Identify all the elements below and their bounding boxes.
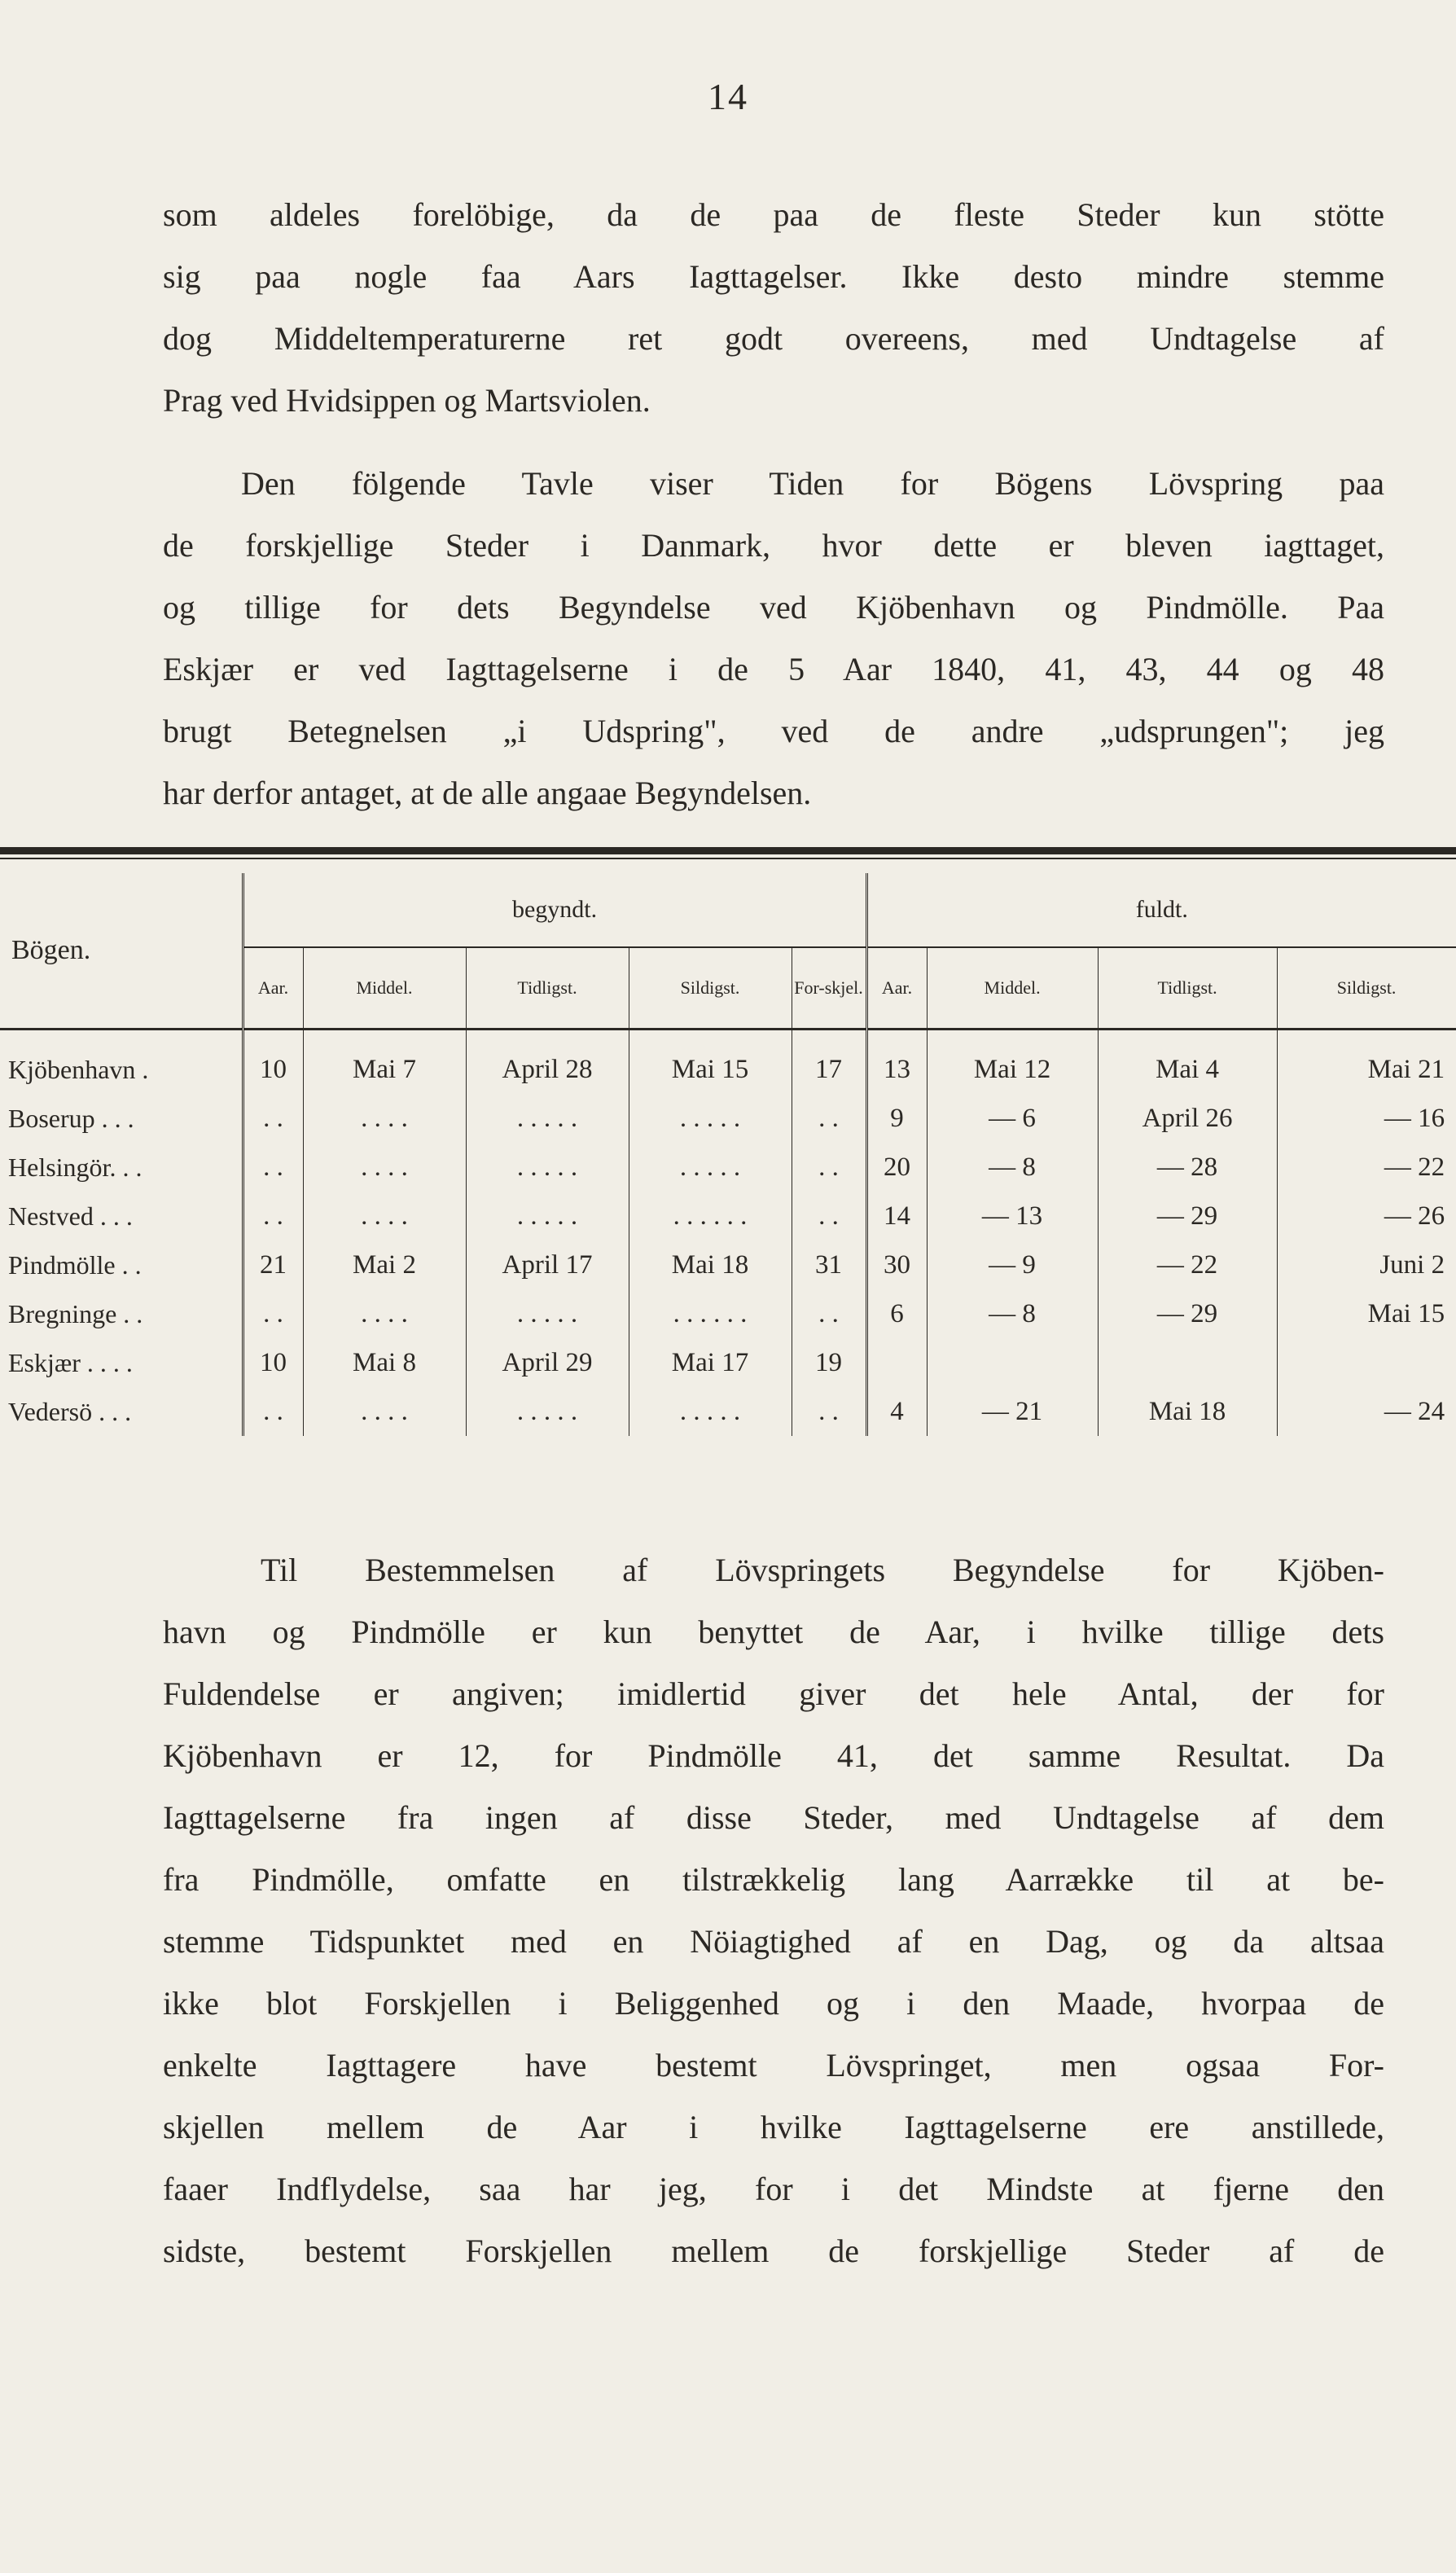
text-line: skjellen mellem de Aar i hvilke Iagttagelserne ere anstillede,: [163, 2109, 1384, 2145]
cell-b-middel: . . . .: [303, 1387, 466, 1436]
table-row: [0, 1338, 1456, 1387]
cell-b-forskjel: . .: [818, 1103, 839, 1133]
table-row: [0, 1030, 1456, 1095]
cell-b-tidligst: . . . . .: [466, 1143, 629, 1192]
cell-f-aar: [866, 1338, 927, 1387]
cell-b-aar: . .: [243, 1289, 303, 1338]
text-line: havn og Pindmölle er kun benyttet de Aar, i hvilke tillige dets: [163, 1614, 1384, 1650]
cell-b-sildigst: . . . . .: [629, 1143, 792, 1192]
text-line: Iagttagelserne fra ingen af disse Steder, med Undtagelse af dem: [163, 1799, 1384, 1836]
cell-b-tidligst: April 17: [466, 1240, 629, 1289]
cell-f-aar: 9: [866, 1094, 927, 1143]
text-line: sig paa nogle faa Aars Iagttagelser. Ikke desto mindre stemme: [163, 258, 1384, 295]
table-top-rule-thin: [0, 858, 1456, 859]
cell-b-forskjel: 19: [815, 1347, 843, 1377]
cell-b-forskjel: 31: [815, 1249, 843, 1280]
table-row: [0, 1094, 1456, 1143]
cell-f-sildigst: Mai 15: [1367, 1298, 1445, 1328]
text-line: faaer Indflydelse, saa har jeg, for i det Mindste at fjerne den: [163, 2171, 1384, 2207]
text-line: har derfor antaget, at de alle angaae Begyndelsen.: [163, 775, 812, 811]
cell-b-middel: . . . .: [303, 1094, 466, 1143]
cell-f-aar: 13: [866, 1030, 927, 1095]
cell-b-middel: . . . .: [303, 1143, 466, 1192]
col-header-b-tidligst: Tidligst.: [466, 947, 629, 1030]
group-header-begyndt: begyndt.: [243, 873, 866, 947]
cell-b-middel: Mai 8: [303, 1338, 466, 1387]
text-line: Prag ved Hvidsippen og Martsviolen.: [163, 382, 651, 419]
text-line: brugt Betegnelsen „i Udspring", ved de andre „udsprungen"; jeg: [163, 713, 1384, 749]
cell-f-sildigst: — 24: [1384, 1396, 1445, 1426]
cell-b-tidligst: April 28: [466, 1030, 629, 1095]
cell-f-tidligst: Mai 4: [1098, 1030, 1277, 1095]
cell-f-tidligst: — 22: [1098, 1240, 1277, 1289]
corner-label: Bögen.: [0, 873, 243, 1030]
cell-b-middel: . . . .: [303, 1192, 466, 1240]
text-line: enkelte Iagttagere have bestemt Lövspringet, men ogsaa For-: [163, 2047, 1384, 2083]
text-line: Eskjær er ved Iagttagelserne i de 5 Aar 1840, 41, 43, 44 og 48: [163, 651, 1384, 687]
col-header-f-middel: Middel.: [927, 947, 1098, 1030]
cell-b-tidligst: . . . . .: [466, 1289, 629, 1338]
cell-b-forskjel: . .: [818, 1298, 839, 1328]
cell-place: Boserup . . .: [0, 1094, 243, 1143]
cell-f-tidligst: — 29: [1098, 1192, 1277, 1240]
table-row: [0, 1192, 1456, 1240]
cell-b-middel: Mai 7: [303, 1030, 466, 1095]
table-row: [0, 1240, 1456, 1289]
paragraph-2: [163, 453, 1384, 824]
table-row: [0, 1143, 1456, 1192]
cell-f-tidligst: April 26: [1098, 1094, 1277, 1143]
cell-b-sildigst: Mai 18: [629, 1240, 792, 1289]
cell-b-tidligst: . . . . .: [466, 1094, 629, 1143]
cell-f-middel: — 8: [927, 1289, 1098, 1338]
text-line: sidste, bestemt Forskjellen mellem de forskjellige Steder af de: [163, 2233, 1384, 2269]
cell-f-middel: Mai 12: [927, 1030, 1098, 1095]
text-line: Den fölgende Tavle viser Tiden for Bögens Lövspring paa: [241, 465, 1384, 502]
text-line: og tillige for dets Begyndelse ved Kjöbenhavn og Pindmölle. Paa: [163, 589, 1384, 626]
cell-f-sildigst: Juni 2: [1379, 1249, 1445, 1280]
cell-place: Vedersö . . .: [0, 1387, 243, 1436]
cell-f-sildigst: [1277, 1338, 1456, 1387]
cell-place: Nestved . . .: [0, 1192, 243, 1240]
cell-b-aar: 10: [243, 1030, 303, 1095]
cell-b-sildigst: Mai 15: [629, 1030, 792, 1095]
cell-place: Kjöbenhavn .: [0, 1030, 243, 1095]
col-header-b-forskjel: For-skjel.: [792, 947, 866, 1030]
cell-b-sildigst: . . . . .: [629, 1387, 792, 1436]
cell-b-sildigst: Mai 17: [629, 1338, 792, 1387]
paragraph-3: [163, 1539, 1384, 2282]
col-header-f-tidligst: Tidligst.: [1098, 947, 1277, 1030]
cell-b-aar: . .: [243, 1094, 303, 1143]
cell-b-aar: . .: [243, 1387, 303, 1436]
cell-f-tidligst: — 29: [1098, 1289, 1277, 1338]
cell-f-sildigst: — 22: [1384, 1152, 1445, 1182]
cell-b-aar: 21: [243, 1240, 303, 1289]
cell-place: Eskjær . . . .: [0, 1338, 243, 1387]
cell-f-middel: — 21: [927, 1387, 1098, 1436]
text-line: fra Pindmölle, omfatte en tilstrækkelig lang Aarrække til at be-: [163, 1861, 1384, 1898]
text-line: dog Middeltemperaturerne ret godt overeens, med Undtagelse af: [163, 320, 1384, 357]
cell-f-tidligst: [1098, 1338, 1277, 1387]
cell-f-aar: 14: [866, 1192, 927, 1240]
page-number: 14: [708, 76, 748, 117]
cell-b-forskjel: . .: [818, 1152, 839, 1182]
cell-f-middel: — 6: [927, 1094, 1098, 1143]
cell-b-tidligst: . . . . .: [466, 1192, 629, 1240]
cell-b-forskjel: . .: [818, 1396, 839, 1426]
text-line: de forskjellige Steder i Danmark, hvor dette er bleven iagttaget,: [163, 527, 1384, 564]
cell-f-middel: — 13: [927, 1192, 1098, 1240]
cell-f-sildigst: — 26: [1384, 1201, 1445, 1231]
cell-b-tidligst: April 29: [466, 1338, 629, 1387]
cell-f-aar: 4: [866, 1387, 927, 1436]
col-header-b-middel: Middel.: [303, 947, 466, 1030]
cell-f-tidligst: — 28: [1098, 1143, 1277, 1192]
cell-f-aar: 30: [866, 1240, 927, 1289]
cell-b-aar: . .: [243, 1192, 303, 1240]
cell-f-sildigst: — 16: [1384, 1103, 1445, 1133]
text-line: Kjöbenhavn er 12, for Pindmölle 41, det samme Resultat. Da: [163, 1737, 1384, 1774]
col-header-f-aar: Aar.: [866, 947, 927, 1030]
cell-b-forskjel: . .: [818, 1201, 839, 1231]
cell-b-middel: Mai 2: [303, 1240, 466, 1289]
cell-f-sildigst: Mai 21: [1367, 1054, 1445, 1084]
cell-b-sildigst: . . . . . .: [629, 1192, 792, 1240]
col-header-f-sildigst: Sildigst.: [1277, 947, 1456, 1030]
text-line: Fuldendelse er angiven; imidlertid giver det hele Antal, der for: [163, 1675, 1384, 1712]
cell-f-middel: — 8: [927, 1143, 1098, 1192]
col-header-b-sildigst: Sildigst.: [629, 947, 792, 1030]
cell-b-tidligst: . . . . .: [466, 1387, 629, 1436]
cell-place: Bregninge . .: [0, 1289, 243, 1338]
cell-b-middel: . . . .: [303, 1289, 466, 1338]
cell-f-tidligst: Mai 18: [1098, 1387, 1277, 1436]
cell-b-sildigst: . . . . .: [629, 1094, 792, 1143]
group-header-fuldt: fuldt.: [866, 873, 1456, 947]
beech-leafing-table: [0, 873, 1456, 1436]
text-line: som aldeles forelöbige, da de paa de fleste Steder kun stötte: [163, 196, 1384, 233]
cell-f-middel: — 9: [927, 1240, 1098, 1289]
cell-place: Pindmölle . .: [0, 1240, 243, 1289]
paragraph-1: [163, 184, 1384, 432]
col-header-b-aar: Aar.: [243, 947, 303, 1030]
text-line: stemme Tidspunktet med en Nöiagtighed af en Dag, og da altsaa: [163, 1923, 1384, 1960]
table-row: [0, 1289, 1456, 1338]
cell-f-aar: 20: [866, 1143, 927, 1192]
text-line: Til Bestemmelsen af Lövspringets Begyndelse for Kjöben-: [261, 1552, 1384, 1588]
cell-f-middel: [927, 1338, 1098, 1387]
cell-b-aar: . .: [243, 1143, 303, 1192]
cell-b-aar: 10: [243, 1338, 303, 1387]
table-row: [0, 1387, 1456, 1436]
cell-b-forskjel: 17: [815, 1054, 843, 1084]
cell-place: Helsingör. . .: [0, 1143, 243, 1192]
cell-b-sildigst: . . . . . .: [629, 1289, 792, 1338]
text-line: ikke blot Forskjellen i Beliggenhed og i den Maade, hvorpaa de: [163, 1985, 1384, 2022]
table-top-rule: [0, 847, 1456, 854]
cell-f-aar: 6: [866, 1289, 927, 1338]
